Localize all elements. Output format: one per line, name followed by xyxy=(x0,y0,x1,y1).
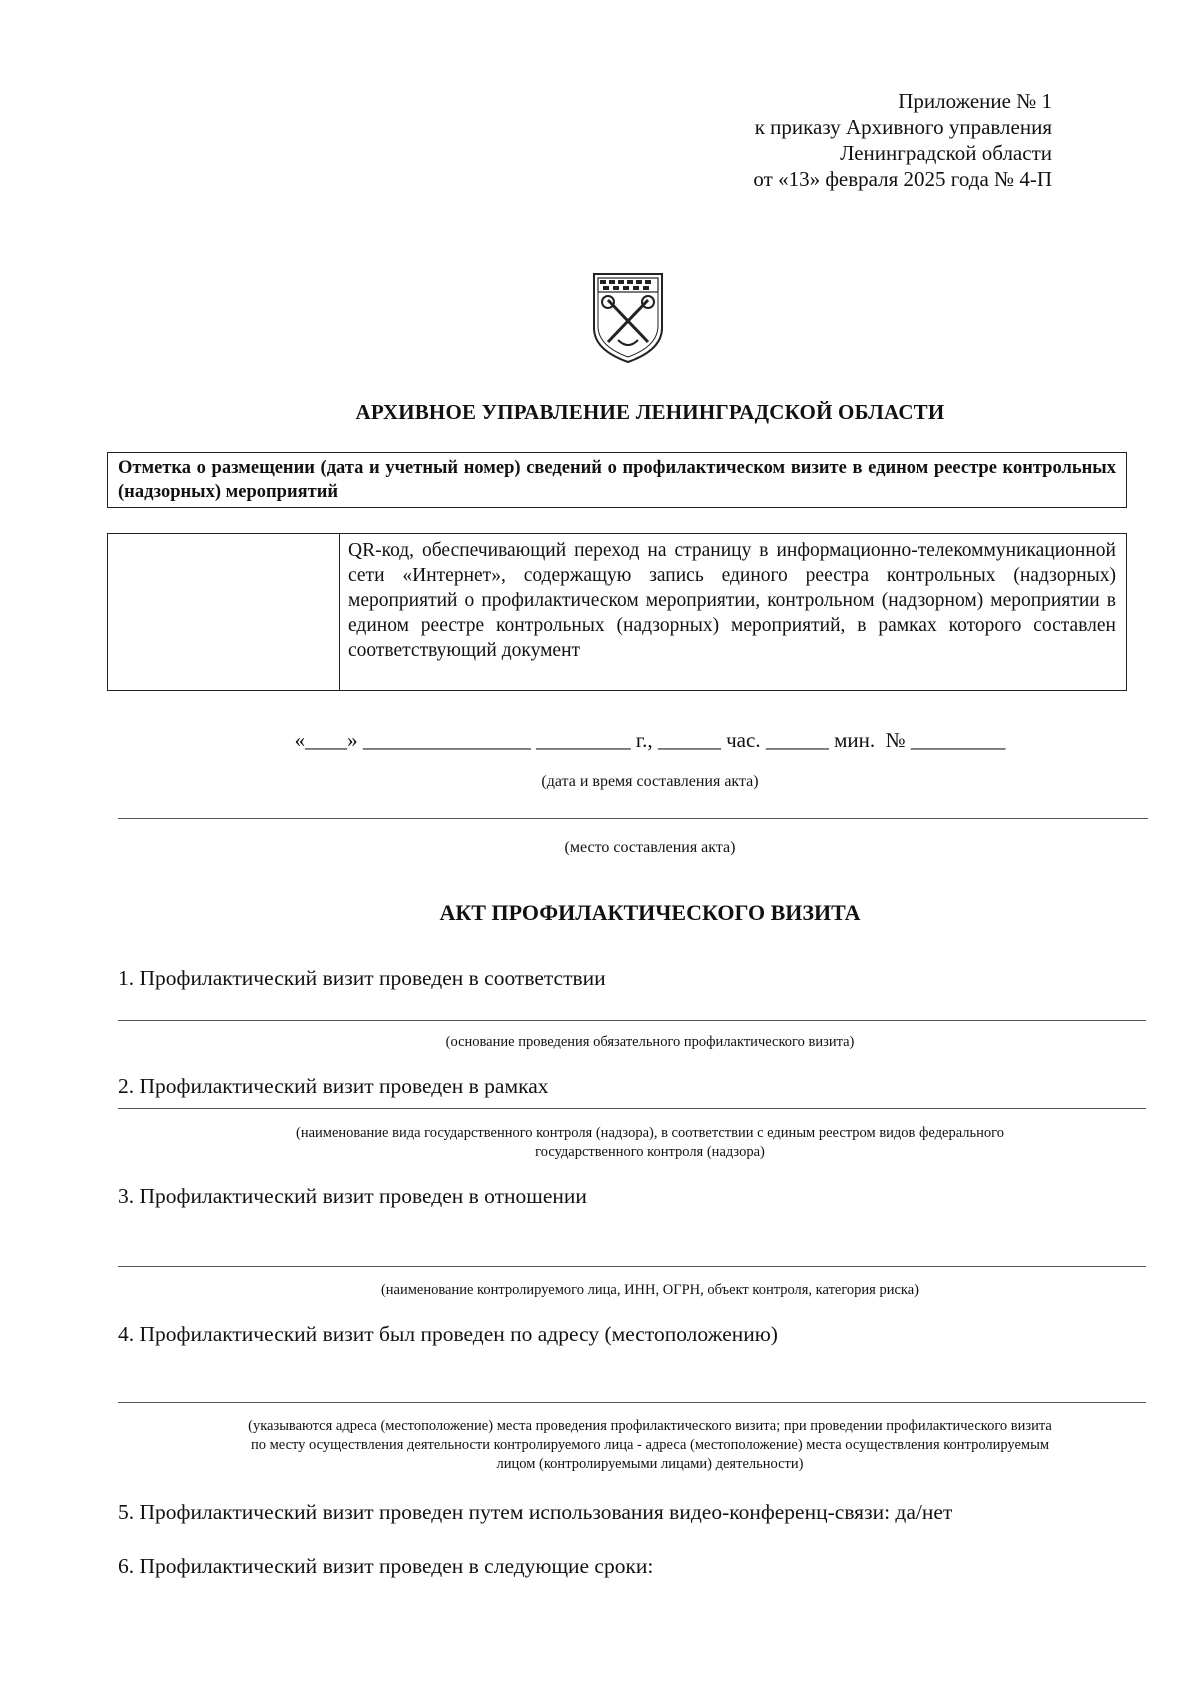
item-3-rule xyxy=(118,1266,1146,1267)
appendix-line: от «13» февраля 2025 года № 4-П xyxy=(753,167,1052,191)
item-4: 4. Профилактический визит был проведен по адресу (местоположению) xyxy=(118,1322,778,1346)
organization-title: АРХИВНОЕ УПРАВЛЕНИЕ ЛЕНИНГРАДСКОЙ ОБЛАСТИ xyxy=(355,400,945,424)
item-4-caption-line: по месту осуществления деятельности контролируемого лица - адреса (местоположение) места осуществления контролируемым xyxy=(250,1437,1050,1453)
date-caption: (дата и время составления акта) xyxy=(541,773,759,790)
item-2: 2. Профилактический визит проведен в рамках xyxy=(118,1074,549,1098)
item-4-caption-line: лицом (контролируемыми лицами) деятельности) xyxy=(496,1456,804,1472)
item-1: 1. Профилактический визит проведен в соответствии xyxy=(118,966,606,990)
item-3-caption: (наименование контролируемого лица, ИНН, ОГРН, объект контроля, категория риска) xyxy=(380,1282,920,1298)
coat-of-arms-emblem xyxy=(590,270,666,364)
item-2-caption-line: (наименование вида государственного контроля (надзора), в соответствии с единым реестром видов федерального xyxy=(296,1125,1004,1141)
item-2-rule xyxy=(118,1108,1146,1109)
item-5: 5. Профилактический визит проведен путем использования видео-конференц-связи: да/нет xyxy=(118,1500,953,1524)
place-rule xyxy=(118,818,1148,819)
act-title: АКТ ПРОФИЛАКТИЧЕСКОГО ВИЗИТА xyxy=(439,900,861,925)
item-2-caption-line: государственного контроля (надзора) xyxy=(535,1144,765,1160)
item-3: 3. Профилактический визит проведен в отношении xyxy=(118,1184,587,1208)
date-time-line: «____» ________________ _________ г., ______ час. ______ мин. № _________ xyxy=(294,728,1006,752)
item-4-caption-line: (указываются адреса (местоположение) места проведения профилактического визита; при проведении профилактического визита xyxy=(248,1418,1052,1434)
appendix-header xyxy=(753,88,1052,192)
item-1-caption: (основание проведения обязательного профилактического визита) xyxy=(445,1034,855,1050)
place-caption: (место составления акта) xyxy=(564,839,736,856)
appendix-line: Приложение № 1 xyxy=(898,89,1052,113)
appendix-line: Ленинградской области xyxy=(840,141,1052,165)
item-6: 6. Профилактический визит проведен в следующие сроки: xyxy=(118,1554,654,1578)
qr-code-placeholder xyxy=(108,534,340,690)
appendix-line: к приказу Архивного управления xyxy=(754,115,1052,139)
qr-code-description: QR-код, обеспечивающий переход на страницу в информационно-телекоммуникационной сети «Интернет», содержащую запись единого реестра контрольных (надзорных) мероприятий о профилактическом мероприятии, контрольном (надзорном) мероприятии в едином реестре контрольных (надзорных) мероприятий, в рамках которого составлен соответствующий документ xyxy=(348,540,1116,661)
item-1-rule xyxy=(118,1020,1146,1021)
item-4-rule xyxy=(118,1402,1146,1403)
qr-code-table xyxy=(107,533,1127,691)
registry-mark-box: Отметка о размещении (дата и учетный номер) сведений о профилактическом визите в едином реестре контрольных (надзорных) мероприятий xyxy=(107,452,1127,508)
